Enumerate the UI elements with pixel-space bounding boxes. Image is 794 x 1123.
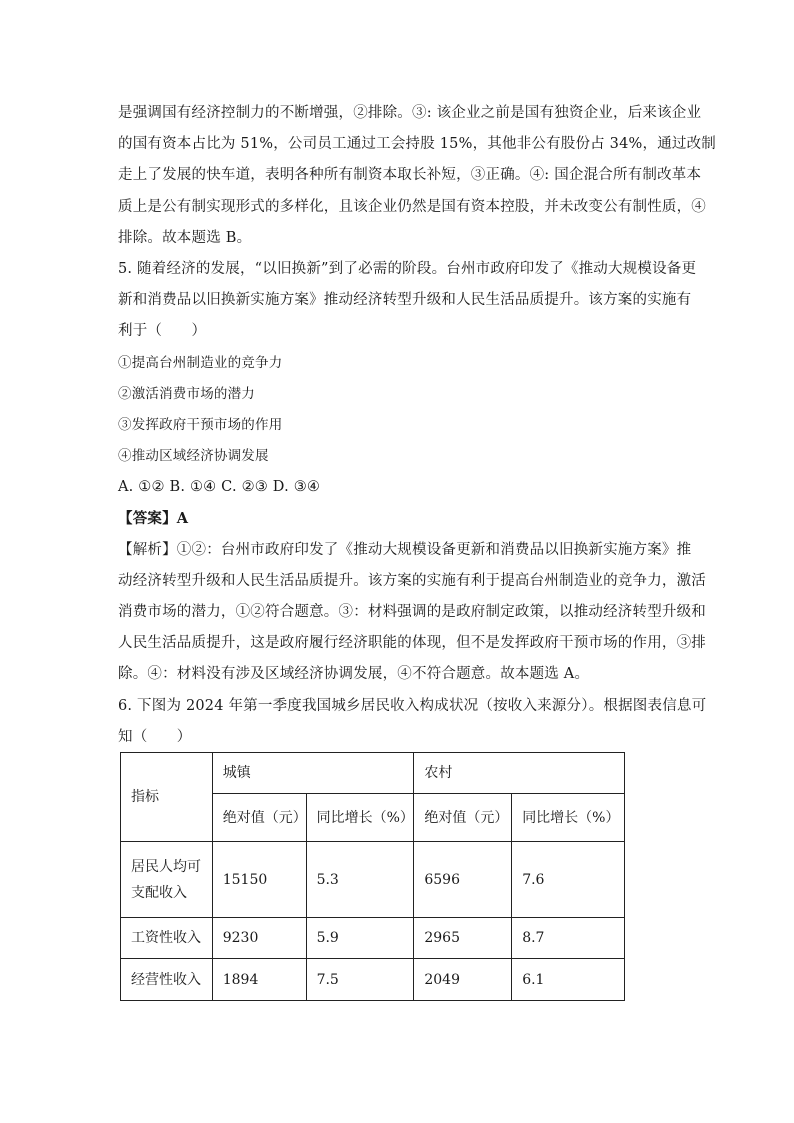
text-line: 是强调国有经济控制力的不断增强，②排除。③: 该企业之前是国有独资企业，后来该企业 — [118, 105, 702, 121]
question-5-option: ②激活消费市场的潜力 — [118, 385, 255, 402]
question-5-option: ①提高台州制造业的竞争力 — [118, 354, 283, 371]
row-label: 工资性收入 — [121, 918, 213, 959]
cell-urban-abs: 9230 — [212, 918, 306, 959]
text-line: 质上是公有制实现形式的多样化，且该企业仍然是国有资本控股，并未改变公有制性质，④ — [118, 198, 706, 215]
cell-rural-yoy: 8.7 — [512, 918, 625, 959]
cell-urban-yoy: 5.3 — [306, 842, 414, 918]
cell-rural-yoy: 7.6 — [512, 842, 625, 918]
cell-urban-yoy: 7.5 — [306, 959, 414, 1001]
table-row — [121, 959, 625, 1001]
cell-urban-abs: 15150 — [212, 842, 306, 918]
cell-rural-yoy: 6.1 — [512, 959, 625, 1001]
analysis-line: 动经济转型升级和人民生活品质提升。该方案的实施有利于提高台州制造业的竞争力，激活 — [118, 572, 706, 589]
urban-abs-header: 绝对值（元） — [212, 794, 306, 842]
text-line: 排除。故本题选 B。 — [118, 229, 252, 246]
analysis-line: 【解析】①②：台州市政府印发了《推动大规模设备更新和消费品以旧换新实施方案》推 — [118, 541, 692, 558]
row-label: 经营性收入 — [121, 959, 213, 1001]
question-5-answer: 【答案】A — [118, 510, 189, 528]
question-5-stem: 5. 随着经济的发展，“以旧换新”到了必需的阶段。台州市政府印发了《推动大规模设备更 — [118, 260, 697, 277]
text-line: 的国有资本占比为 51%，公司员工通过工会持股 15%，其他非公有股份占 34%，通过改制 — [118, 136, 717, 153]
table-row-header: 指标 — [121, 753, 213, 842]
table-row — [121, 918, 625, 959]
cell-rural-abs: 2049 — [414, 959, 512, 1001]
row-label: 居民人均可支配收入 — [121, 842, 213, 918]
cell-rural-abs: 6596 — [414, 842, 512, 918]
income-table — [120, 752, 625, 1001]
question-6-stem: 6. 下图为 2024 年第一季度我国城乡居民收入构成状况（按收入来源分）。根据图表信息可 — [118, 697, 707, 714]
question-6-stem: 知（ ） — [118, 728, 192, 745]
cell-urban-yoy: 5.9 — [306, 918, 414, 959]
cell-urban-abs: 1894 — [212, 959, 306, 1001]
cell-rural-abs: 2965 — [414, 918, 512, 959]
rural-header: 农村 — [414, 753, 625, 794]
rural-yoy-header: 同比增长（%） — [512, 794, 625, 842]
urban-header: 城镇 — [212, 753, 414, 794]
question-5-option: ④推动区域经济协调发展 — [118, 448, 269, 465]
analysis-line: 人民生活品质提升，这是政府履行经济职能的体现，但不是发挥政府干预市场的作用，③排 — [118, 635, 706, 652]
question-5-stem: 利于（ ） — [118, 323, 207, 340]
rural-abs-header: 绝对值（元） — [414, 794, 512, 842]
analysis-line: 除。④：材料没有涉及区域经济协调发展，④不符合题意。故本题选 A。 — [118, 666, 590, 683]
urban-yoy-header: 同比增长（%） — [306, 794, 414, 842]
question-5-option: ③发挥政府干预市场的作用 — [118, 416, 283, 433]
document-body — [118, 98, 717, 753]
question-5-choices: A. ①② B. ①④ C. ②③ D. ③④ — [118, 479, 321, 496]
analysis-line: 消费市场的潜力，①②符合题意。③：材料强调的是政府制定政策，以推动经济转型升级和 — [118, 604, 706, 620]
table-row — [121, 842, 625, 918]
question-5-stem: 新和消费品以旧换新实施方案》推动经济转型升级和人民生活品质提升。该方案的实施有 — [118, 292, 692, 309]
text-line: 走上了发展的快车道，表明各种所有制资本取长补短，③正确。④: 国企混合所有制改革本 — [118, 167, 702, 184]
